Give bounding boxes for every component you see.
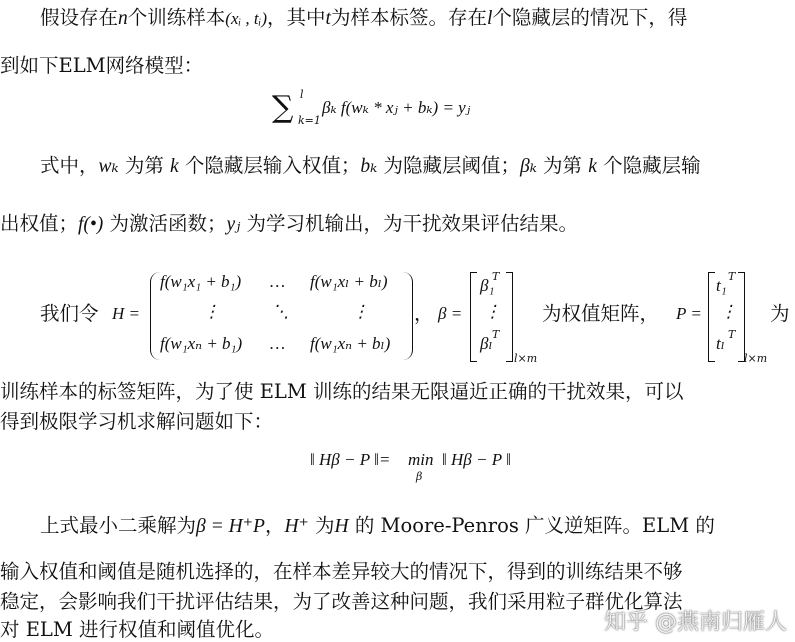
math-yj: yⱼ: [226, 214, 241, 235]
superscript: T: [492, 270, 500, 283]
text: 为: [770, 302, 790, 325]
dimension: l×m: [514, 352, 538, 365]
matrix-cell: βₗ: [480, 334, 493, 353]
matrix-definition: [0, 270, 795, 370]
equation-elm-model: [270, 88, 510, 134]
para-2-line-2: [0, 212, 578, 237]
text: 为学习机输出，为干扰效果评估结果。: [240, 212, 578, 235]
math-beta: β =: [438, 304, 463, 323]
dimension: l×m: [744, 352, 768, 365]
left-bracket: [470, 272, 477, 362]
math-pair: (xᵢ , tᵢ): [225, 9, 268, 28]
matrix-cell: …: [270, 272, 286, 291]
text: 出权值；: [0, 212, 79, 235]
text: 为: [308, 514, 335, 537]
para-3-line-2: 得到极限学习机求解问题如下：: [0, 410, 274, 433]
matrix-cell: t₁: [716, 276, 727, 295]
math-t: t: [325, 8, 331, 29]
sum-symbol: ∑: [272, 90, 294, 125]
para-4-line-4: 对 ELM 进行权值和阈值优化。: [0, 618, 275, 641]
sum-upper: l: [300, 88, 304, 101]
superscript: T: [728, 328, 736, 341]
text: 为第: [536, 154, 589, 177]
text: ，: [264, 514, 285, 537]
math-H: H: [334, 516, 349, 537]
left-bracket: [708, 272, 715, 362]
text: 为第: [118, 154, 171, 177]
matrix-cell: β₁: [480, 276, 495, 295]
para-3-line-1: 训练样本的标签矩阵，为了使 ELM 训练的结果无限逼近正确的干扰效果，可以: [0, 380, 684, 403]
math-l: l: [486, 8, 493, 29]
right-paren: [402, 272, 413, 360]
text: 为激活函数；: [103, 212, 227, 235]
text: 个隐藏层输: [596, 154, 701, 177]
matrix-cell: ⋮: [203, 302, 220, 321]
superscript: T: [492, 328, 500, 341]
text: 上式最小二乘解为: [40, 514, 197, 537]
para-1-line-2: 到如下ELM网络模型：: [0, 54, 204, 77]
eq1-body: βₖ f(wₖ * xⱼ + bₖ) = yⱼ: [322, 98, 471, 117]
eq2-min: min: [408, 450, 434, 469]
text: 为隐藏层阈值；: [377, 154, 520, 177]
text: ，其中: [267, 6, 326, 29]
right-bracket: [738, 272, 745, 362]
math-Hplus: H⁺: [284, 516, 309, 537]
eq2-sub: β: [416, 470, 423, 483]
text: 假设存在: [40, 6, 119, 29]
matrix-cell: f(w₁xₙ + b₁): [160, 334, 243, 353]
math-betak: βₖ: [519, 156, 537, 177]
matrix-cell: ⋮: [484, 302, 501, 321]
eq2-lhs: ‖ Hβ − P ‖=: [310, 450, 391, 469]
right-bracket: [506, 272, 513, 362]
math-wk: wₖ: [98, 156, 119, 177]
para-4-line-2: 输入权值和阈值是随机选择的，在样本差异较大的情况下，得到的训练结果不够: [0, 560, 683, 583]
math-solution: β = H⁺P: [196, 516, 265, 537]
text: 为权值矩阵，: [542, 302, 660, 325]
math-k: k: [588, 156, 597, 177]
text: 我们令: [40, 302, 99, 325]
zhihu-watermark: 知乎 @燕南归雁人: [604, 610, 787, 635]
para-1-line-1: [40, 6, 687, 31]
math-k: k: [170, 156, 179, 177]
matrix-cell: ⋱: [272, 302, 289, 321]
para-2-line-1: [40, 154, 701, 179]
para-4-line-1: [40, 514, 715, 539]
text: 为样本标签。存在: [330, 6, 487, 29]
text: 式中，: [40, 154, 99, 177]
eq2-rhs: ‖ Hβ − P ‖: [442, 450, 511, 469]
superscript: T: [728, 270, 736, 283]
math-P: P =: [676, 304, 702, 323]
matrix-cell: ⋮: [720, 302, 737, 321]
text: 的 Moore-Penros 广义逆矩阵。ELM 的: [348, 514, 715, 537]
matrix-cell: f(w₁x₁ + b₁): [160, 272, 242, 291]
equation-min-problem: [310, 446, 550, 486]
math-n: n: [118, 8, 128, 29]
text: 个隐藏层的情况下，得: [492, 6, 688, 29]
text: 个训练样本: [127, 6, 226, 29]
matrix-cell: tₗ: [716, 334, 725, 353]
math-f: f(•): [78, 214, 104, 235]
matrix-cell: f(w₁xₗ + bₗ): [310, 272, 388, 291]
matrix-cell: ⋮: [352, 302, 369, 321]
matrix-cell: …: [270, 334, 286, 353]
sum-lower: k=1: [298, 114, 321, 127]
text: ，: [414, 302, 434, 325]
text: 个隐藏层输入权值；: [178, 154, 361, 177]
math-H: H =: [112, 304, 140, 323]
matrix-cell: f(w₁xₙ + bₗ): [310, 334, 391, 353]
para-4-line-3: 稳定，会影响我们干扰评估结果，为了改善这种问题，我们采用粒子群优化算法: [0, 590, 683, 613]
math-bk: bₖ: [360, 156, 378, 177]
